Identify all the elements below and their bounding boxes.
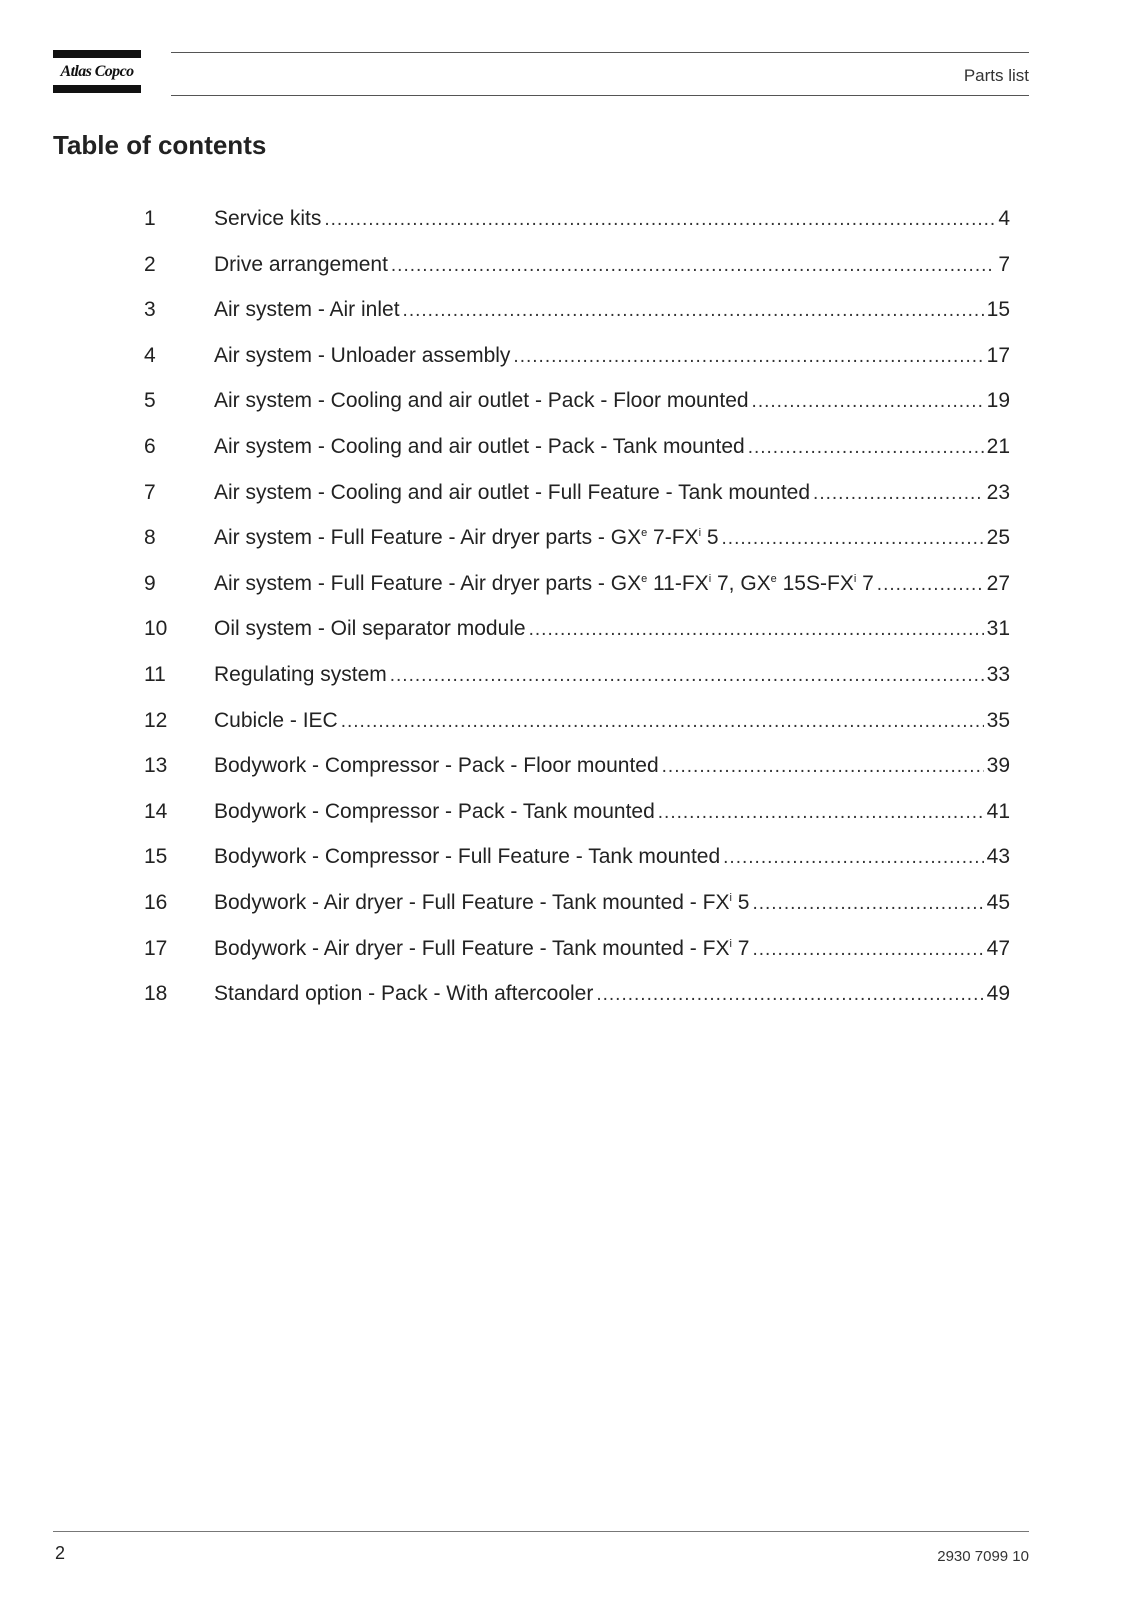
toc-entry-title: Regulating system — [214, 663, 387, 686]
toc-entry-page: 4 — [998, 207, 1010, 230]
toc-entry-page: 27 — [986, 572, 1010, 595]
toc-entry-line — [214, 295, 1010, 325]
logo-wordmark: Atlas Copco — [60, 63, 134, 80]
toc-leader-dots — [748, 433, 984, 463]
toc-entry-title: Air system - Unloader assembly — [214, 344, 511, 367]
toc-entry-number: 17 — [144, 937, 168, 960]
toc-entry-line — [214, 614, 1010, 644]
toc-entry-line — [214, 478, 1010, 508]
toc-entry-page: 15 — [986, 298, 1010, 321]
toc-entry-line — [214, 934, 1010, 964]
toc-entry-number: 9 — [144, 572, 156, 595]
toc-entry[interactable] — [0, 386, 1131, 416]
toc-entry-page: 35 — [986, 709, 1010, 732]
toc-entry-page: 21 — [986, 435, 1010, 458]
toc-entry[interactable] — [0, 341, 1131, 371]
toc-entry-line — [214, 523, 1010, 553]
toc-entry-number: 5 — [144, 389, 156, 412]
toc-leader-dots — [722, 524, 984, 554]
toc-entry-title: Oil system - Oil separator module — [214, 617, 526, 640]
toc-entry-title: Air system - Cooling and air outlet - Pack - Floor mounted — [214, 389, 749, 412]
toc-entry-title: Service kits — [214, 207, 322, 230]
toc-entry[interactable] — [0, 204, 1131, 234]
document-type: Parts list — [963, 66, 1029, 85]
toc-entry-page: 23 — [986, 481, 1010, 504]
toc-entry-page: 47 — [986, 937, 1010, 960]
toc-entry-title: Cubicle - IEC — [214, 709, 338, 732]
toc-entry-title: Air system - Cooling and air outlet - Pack - Tank mounted — [214, 435, 745, 458]
toc-leader-dots — [529, 615, 984, 645]
toc-entry-page: 7 — [998, 253, 1010, 276]
toc-entry-title: Bodywork - Compressor - Full Feature - Tank mounted — [214, 845, 721, 868]
toc-entry-page: 39 — [986, 754, 1010, 777]
toc-entry-number: 10 — [144, 617, 168, 640]
toc-entry-line — [214, 204, 1010, 234]
toc-leader-dots — [752, 889, 983, 919]
footer-rule — [53, 1531, 1029, 1532]
toc-entry-number: 2 — [144, 253, 156, 276]
toc-leader-dots — [752, 387, 984, 417]
toc-leader-dots — [403, 296, 984, 326]
toc-entry[interactable] — [0, 934, 1131, 964]
toc-entry-number: 1 — [144, 207, 156, 230]
toc-entry-title: Drive arrangement — [214, 253, 388, 276]
toc-entry-page: 25 — [986, 526, 1010, 549]
toc-leader-dots — [813, 479, 984, 509]
toc-entry[interactable] — [0, 888, 1131, 918]
toc-entry-number: 6 — [144, 435, 156, 458]
toc-entry-page: 45 — [986, 891, 1010, 914]
toc-leader-dots — [752, 935, 983, 965]
toc-entry-line — [214, 751, 1010, 781]
toc-leader-dots — [877, 570, 984, 600]
toc-entry-number: 12 — [144, 709, 168, 732]
toc-entry-line — [214, 341, 1010, 371]
toc-leader-dots — [723, 843, 984, 873]
toc-entry-line — [214, 797, 1010, 827]
toc-entry[interactable] — [0, 569, 1131, 599]
toc-entry-number: 8 — [144, 526, 156, 549]
toc-leader-dots — [513, 342, 983, 372]
toc-entry-title: Bodywork - Air dryer - Full Feature - Tank mounted - $FX^i$ 5 — [214, 891, 750, 914]
toc-entry[interactable] — [0, 706, 1131, 736]
toc-entry[interactable] — [0, 432, 1131, 462]
toc-leader-dots — [596, 980, 983, 1010]
toc-entry-number: 7 — [144, 481, 156, 504]
toc-entry-title: Air system - Full Feature - Air dryer parts - $GX^e$ $7-FX^i$ 5 — [214, 526, 719, 549]
toc-entry[interactable] — [0, 614, 1131, 644]
toc-entry-page: 33 — [986, 663, 1010, 686]
toc-entry[interactable] — [0, 250, 1131, 280]
toc-entry-page: 17 — [986, 344, 1010, 367]
toc-entry-line — [214, 842, 1010, 872]
toc-entry-number: 4 — [144, 344, 156, 367]
toc-entry-line — [214, 250, 1010, 280]
toc-entry-title: Air system - Cooling and air outlet - Full Feature - Tank mounted — [214, 481, 811, 504]
logo-bar-bottom — [53, 85, 141, 93]
toc-entry-page: 43 — [986, 845, 1010, 868]
page-title: Table of contents — [53, 130, 267, 160]
document-number: 2930 7099 10 — [937, 1548, 1029, 1565]
toc-entry[interactable] — [0, 842, 1131, 872]
header-rule-top — [171, 52, 1029, 53]
toc-leader-dots — [341, 707, 984, 737]
toc-entry[interactable] — [0, 478, 1131, 508]
toc-entry-page: 41 — [986, 800, 1010, 823]
page-number: 2 — [55, 1543, 66, 1563]
toc-entry-line — [214, 432, 1010, 462]
toc-entry-number: 13 — [144, 754, 168, 777]
toc-entry[interactable] — [0, 660, 1131, 690]
toc-entry-line — [214, 979, 1010, 1009]
toc-entry-title: Bodywork - Air dryer - Full Feature - Tank mounted - $FX^i$ 7 — [214, 937, 750, 960]
toc-entry-line — [214, 888, 1010, 918]
toc-leader-dots — [390, 661, 984, 691]
toc-entry-number: 16 — [144, 891, 168, 914]
toc-leader-dots — [662, 752, 984, 782]
toc-entry[interactable] — [0, 751, 1131, 781]
toc-entry-line — [214, 569, 1010, 599]
toc-entry-line — [214, 660, 1010, 690]
toc-entry-line — [214, 386, 1010, 416]
toc-leader-dots — [324, 205, 995, 235]
atlas-copco-logo — [53, 50, 141, 94]
toc-entry-line — [214, 706, 1010, 736]
toc-entry-page: 31 — [986, 617, 1010, 640]
toc-entry-number: 15 — [144, 845, 168, 868]
toc-entry[interactable] — [0, 979, 1131, 1009]
toc-entry-number: 11 — [144, 663, 166, 686]
toc-leader-dots — [391, 251, 995, 281]
toc-entry-number: 14 — [144, 800, 168, 823]
logo-bar-top — [53, 50, 141, 58]
toc-entry-title: Air system - Air inlet — [214, 298, 400, 321]
toc-entry-title: Bodywork - Compressor - Pack - Tank mounted — [214, 800, 655, 823]
toc-entry[interactable] — [0, 523, 1131, 553]
toc-entry-page: 19 — [986, 389, 1010, 412]
toc-entry-title: Standard option - Pack - With aftercooler — [214, 982, 594, 1005]
toc-entry-number: 18 — [144, 982, 168, 1005]
toc-entry[interactable] — [0, 797, 1131, 827]
toc-entry-page: 49 — [986, 982, 1010, 1005]
toc-entry-number: 3 — [144, 298, 156, 321]
toc-entry-title: Air system - Full Feature - Air dryer parts - $GX^e$ $11-FX^i$ 7, $GX^e$ $15S-FX^i$ 7 — [214, 572, 874, 595]
header-rule-bottom — [171, 95, 1029, 96]
toc-leader-dots — [658, 798, 984, 828]
toc-entry[interactable] — [0, 295, 1131, 325]
toc-entry-title: Bodywork - Compressor - Pack - Floor mounted — [214, 754, 659, 777]
